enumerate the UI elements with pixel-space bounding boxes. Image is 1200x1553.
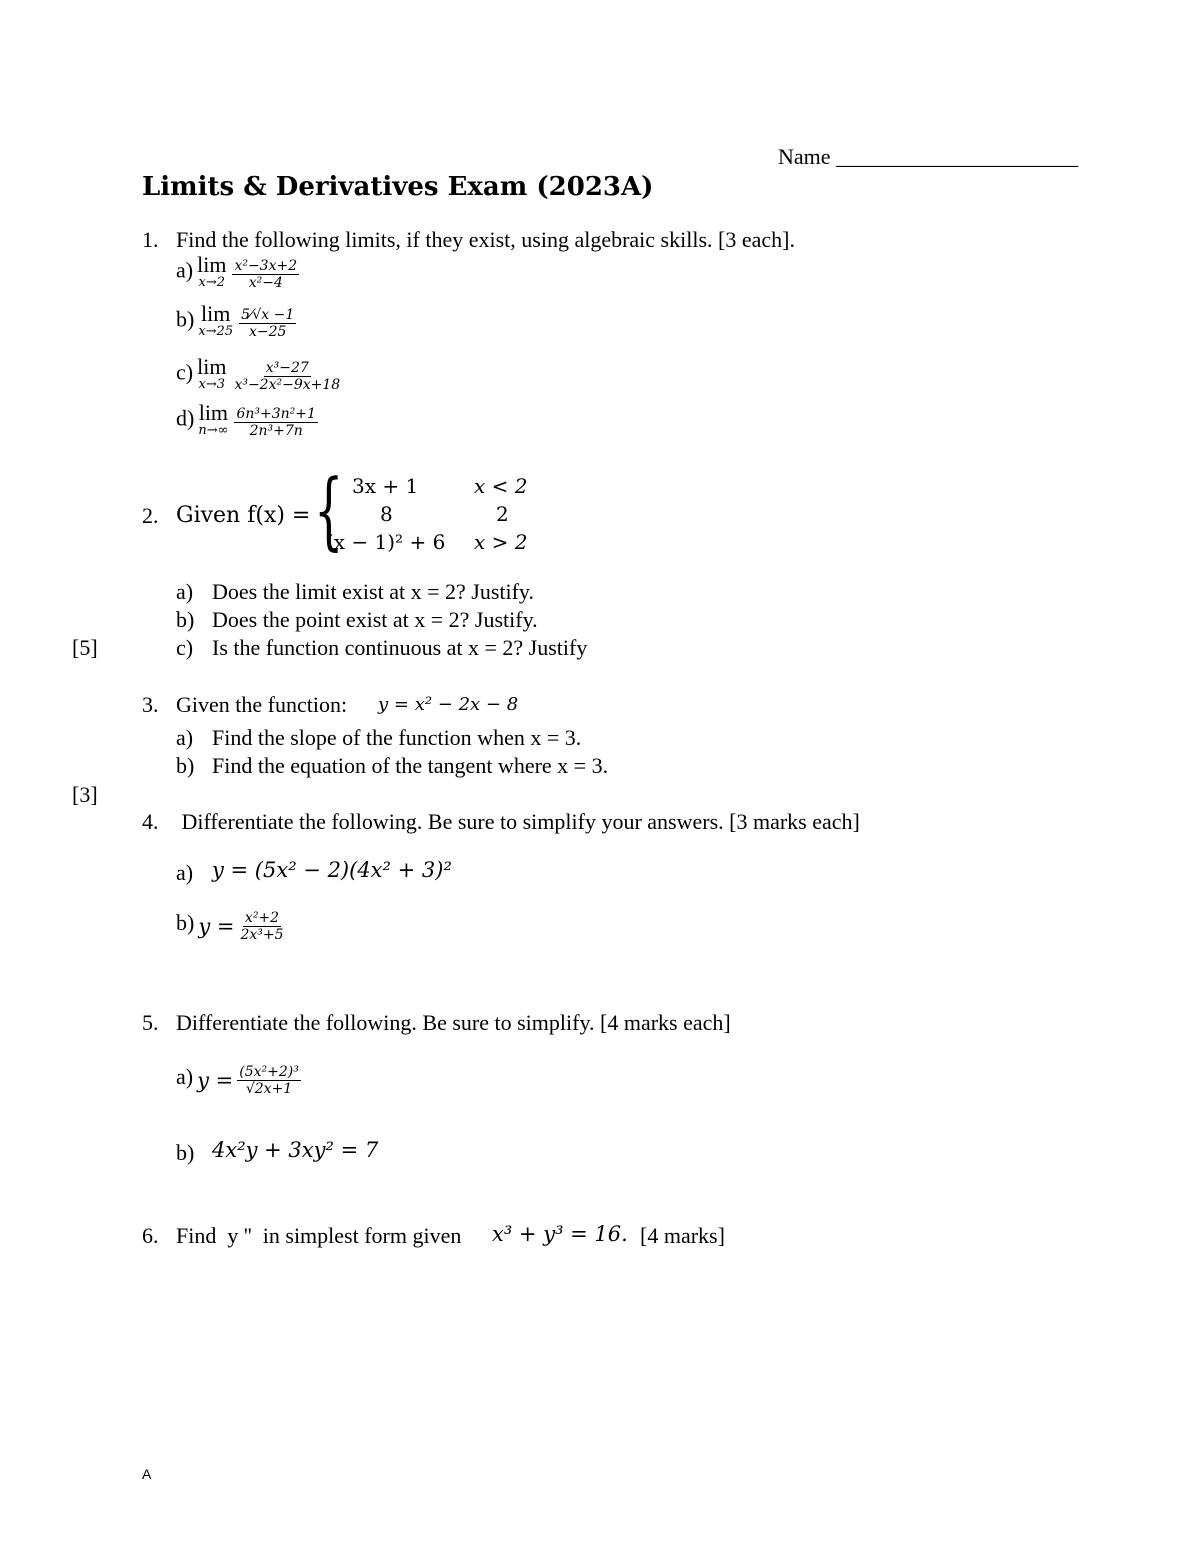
- q1d-limit: lim n→∞: [198, 400, 229, 438]
- q4b-lhs: y =: [198, 914, 235, 939]
- q1-number: 1.: [142, 227, 159, 252]
- q1a-label: a): [176, 257, 194, 283]
- q2-case-2-expr: 8: [380, 502, 393, 526]
- page-title: Limits & Derivatives Exam (2023A): [142, 172, 654, 202]
- q2-number: 2.: [142, 503, 159, 528]
- q2a-text: Does the limit exist at x = 2? Justify.: [212, 579, 534, 604]
- q6-marks: [4 marks]: [640, 1223, 725, 1248]
- q6-equation: x³ + y³ = 16.: [492, 1222, 628, 1246]
- q4b-label: b): [176, 910, 195, 936]
- q3b-label: b): [176, 753, 195, 778]
- version-marker: A: [142, 1466, 152, 1482]
- q4-number: 4.: [142, 809, 159, 834]
- q3-number: 3.: [142, 692, 159, 717]
- q3b-text: Find the equation of the tangent where x = 3.: [212, 753, 609, 778]
- q3a-text: Find the slope of the function when x = 3.: [212, 725, 582, 750]
- q5b-expression: 4x²y + 3xy² = 7: [212, 1138, 379, 1162]
- q4b-fraction: $\frac{\text{x²+2}}{\text{2x³+5}}$: [240, 910, 284, 943]
- q5-number: 5.: [142, 1010, 159, 1035]
- q2b-label: b): [176, 607, 195, 632]
- q2c-text: Is the function continuous at x = 2? Justify: [212, 635, 588, 660]
- q2-case-1-cond: x < 2: [474, 474, 528, 498]
- q3-prompt: Given the function:: [176, 692, 348, 717]
- q5a-fraction: $\frac{\text{(5x²+2)³}}{√2x+1}$: [239, 1064, 299, 1097]
- q2-case-3-cond: x > 2: [474, 530, 528, 554]
- q3a-label: a): [176, 725, 194, 750]
- q1-part-a: [176, 252, 299, 292]
- q2a-label: a): [176, 579, 194, 604]
- q4a-expression: y = (5x² − 2)(4x² + 3)²: [212, 858, 452, 882]
- name-field-label: Name ______________________: [778, 144, 1079, 169]
- q1c-limit: lim x→3: [197, 354, 227, 392]
- q3-equation: y = x² − 2x − 8: [378, 694, 519, 715]
- q1c-fraction: $\frac{\text{x³−27}}{\text{x³−2x²−9x+18}}$: [234, 359, 341, 393]
- q1c-label: c): [176, 359, 194, 385]
- q3-marks: [3]: [72, 782, 98, 807]
- q1d-label: d): [176, 405, 195, 431]
- q2-given: Given f(x) =: [176, 503, 311, 528]
- q4a-label: a): [176, 860, 194, 885]
- q2b-text: Does the point exist at x = 2? Justify.: [212, 607, 538, 632]
- q2c-label: c): [176, 635, 194, 660]
- q1a-limit: lim x→2: [197, 252, 227, 290]
- piecewise-brace: {: [314, 461, 344, 559]
- q5b-label: b): [176, 1140, 195, 1165]
- q2-marks: [5]: [72, 635, 98, 660]
- q1a-fraction: $\frac{\text{x²−3x+2}}{\text{x²−4}}$: [234, 257, 298, 291]
- q4-part-b: [176, 910, 286, 943]
- q1b-fraction: $\frac{5⁄√x -1}{x-25}$: [241, 306, 295, 340]
- q1-part-c: [176, 354, 342, 394]
- q5a-lhs: y =: [197, 1068, 234, 1093]
- q6-prefix: Find y '' in simplest form given: [176, 1223, 462, 1248]
- q1d-fraction: $\frac{\text{6n³+3n²+1}}{\text{2n³+7n}}$: [236, 405, 316, 439]
- q5-prompt: Differentiate the following. Be sure to simplify. [4 marks each]: [176, 1010, 731, 1035]
- q2-case-2-cond: 2: [496, 502, 509, 526]
- q4-prompt: Differentiate the following. Be sure to simplify your answers. [3 marks each]: [176, 809, 860, 834]
- q6-number: 6.: [142, 1223, 159, 1248]
- q2-case-3-expr: (x − 1)² + 6: [326, 530, 446, 554]
- q1-part-b: [176, 301, 296, 341]
- q1b-label: b): [176, 306, 195, 332]
- q1-prompt: Find the following limits, if they exist, using algebraic skills. [3 each].: [176, 227, 795, 252]
- q2-case-1-expr: 3x + 1: [352, 474, 419, 498]
- q5-part-a: [176, 1064, 301, 1097]
- q1-part-d: [176, 400, 318, 440]
- q1b-limit: lim x→25: [198, 301, 234, 339]
- q5a-label: a): [176, 1064, 194, 1090]
